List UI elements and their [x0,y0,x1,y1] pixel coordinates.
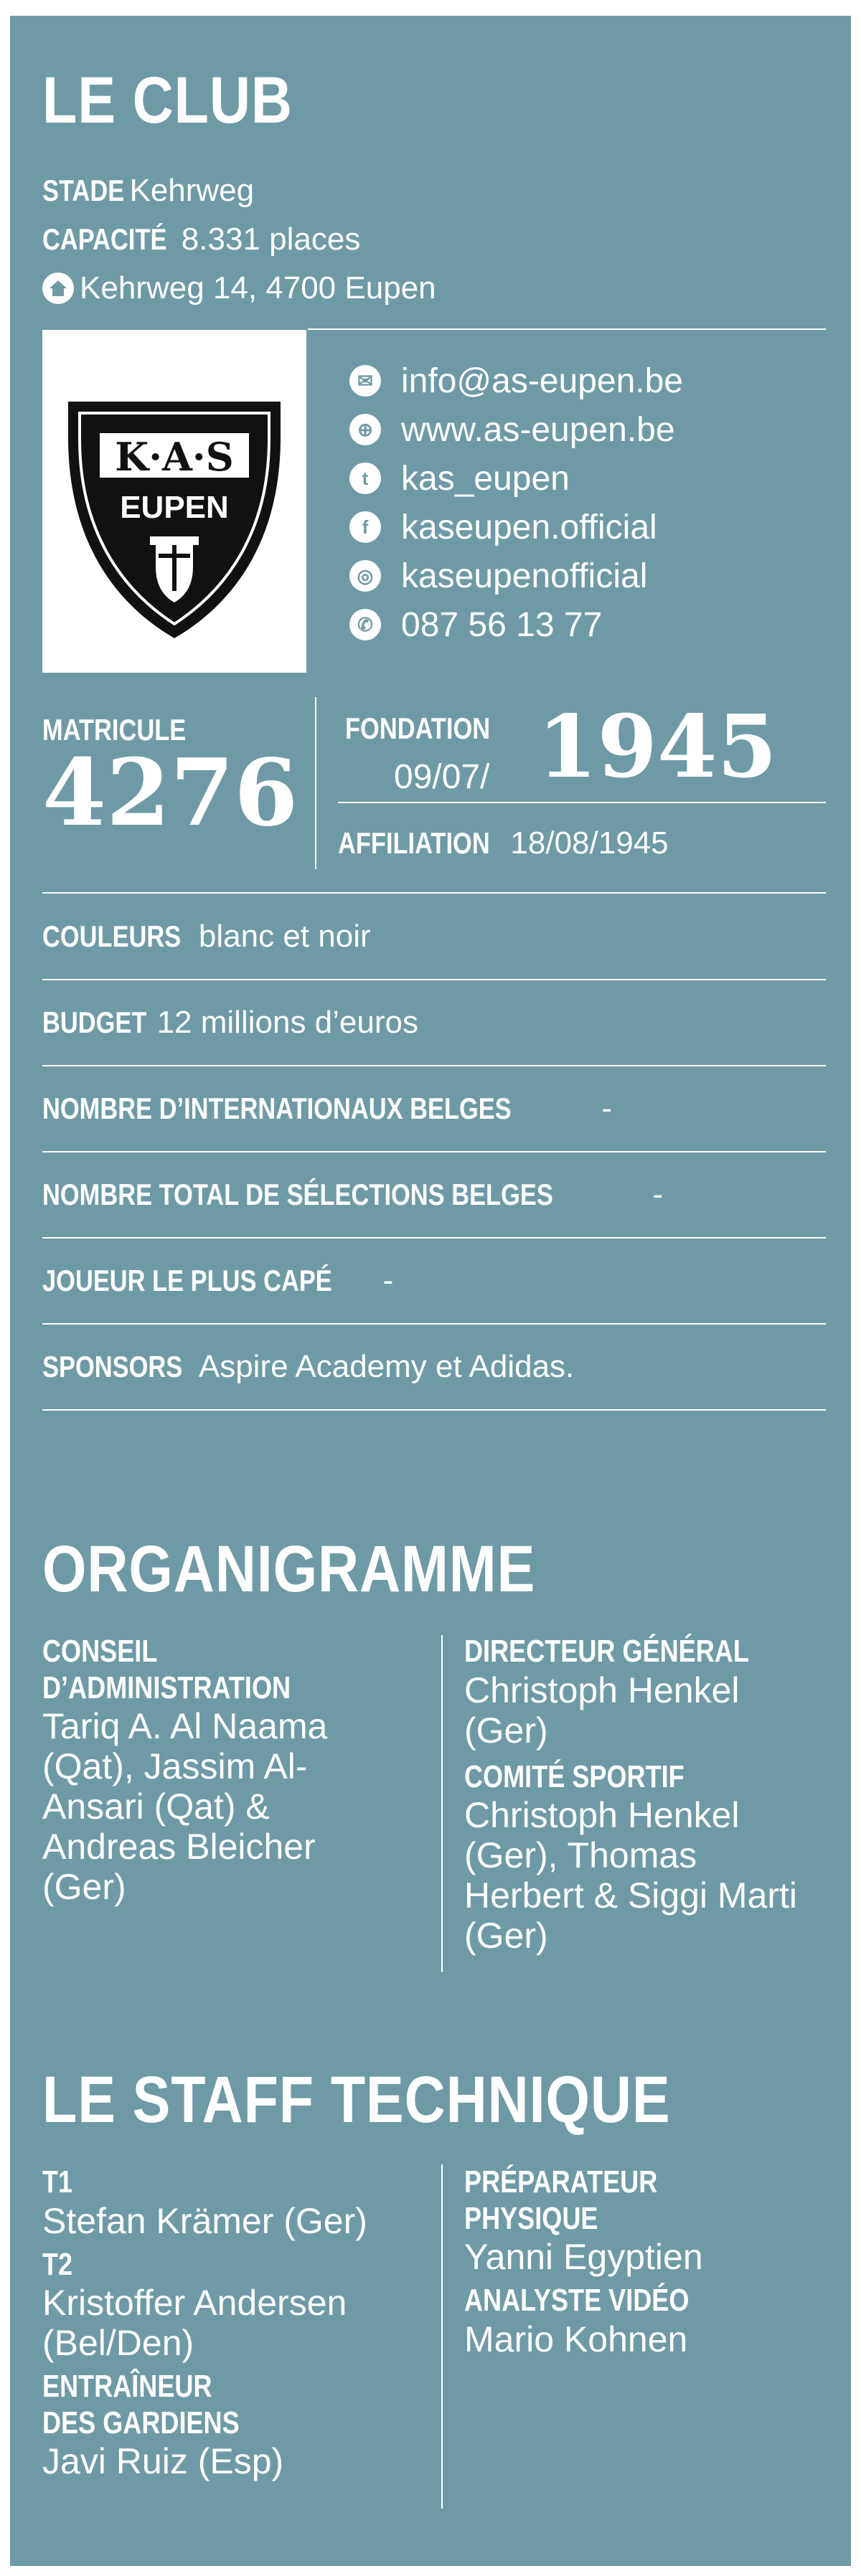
fact-row-selections [42,1179,663,1211]
conseil-label-2: D’ADMINISTRATION [42,1670,291,1705]
divider [42,892,826,894]
divider [338,802,826,803]
prep-text: Yanni Egyptien [464,2237,703,2278]
staff-right-block [464,2164,826,2359]
conseil-label-1: CONSEIL [42,1634,158,1669]
divider [42,979,826,980]
fact-row-internationaux [42,1093,612,1124]
contact-instagram[interactable] [349,551,683,600]
directeur-label: DIRECTEUR GÉNÉRAL [464,1634,749,1669]
contact-twitter-text: kas_eupen [401,459,570,498]
conseil-text-line: Andreas Bleicher [42,1827,316,1867]
phone-icon: ✆ [349,609,381,640]
club-title: LE CLUB [42,64,293,137]
fact-label: NOMBRE TOTAL DE SÉLECTIONS BELGES [42,1178,553,1211]
affiliation-value: 18/08/1945 [510,825,669,861]
facebook-icon: f [349,511,381,543]
kas-eupen-logo [42,330,306,673]
contact-facebook-text: kaseupen.official [401,508,657,546]
t1-label: T1 [42,2164,73,2199]
contact-facebook[interactable] [349,503,683,551]
contact-phone[interactable] [349,600,683,649]
fact-label: SPONSORS [42,1350,183,1383]
stade-label: STADE [42,174,125,207]
club-logo-box [42,330,306,673]
t2-text-line: (Bel/Den) [42,2323,194,2364]
contact-website[interactable] [349,405,683,454]
affiliation-label: AFFILIATION [338,826,490,860]
stade-value: Kehrweg [129,173,255,208]
contact-email[interactable] [349,356,683,405]
address-text: Kehrweg 14, 4700 Eupen [80,270,436,306]
capacite-row [42,224,360,255]
fondation-year: 1945 [537,696,777,797]
divider [42,1151,826,1152]
matricule-label: MATRICULE [42,713,187,747]
fact-label: NOMBRE D’INTERNATIONAUX BELGES [42,1092,512,1125]
divider [42,1065,826,1066]
fact-label: BUDGET [42,1005,147,1039]
comite-text-line: (Ger) [464,1916,548,1956]
directeur-text-line: (Ger) [464,1710,548,1751]
video-label: ANALYSTE VIDÉO [464,2283,690,2319]
matricule-value: 4276 [42,739,298,847]
home-icon [42,273,74,304]
prep-label-2: PHYSIQUE [464,2200,598,2236]
contact-website-text: www.as-eupen.be [401,410,675,449]
conseil-text-line: (Qat), Jassim Al- [42,1746,308,1787]
logo-text-eupen: EUPEN [120,490,229,525]
vertical-divider [441,2164,443,2509]
divider [42,1323,826,1325]
comite-text-line: Christoph Henkel [464,1795,740,1836]
gardiens-text: Javi Ruiz (Esp) [42,2441,284,2482]
email-icon: ✉ [349,365,381,397]
contact-email-text: info@as-eupen.be [401,361,683,400]
directeur-text-line: Christoph Henkel [464,1670,740,1710]
address-row [42,270,436,306]
fondation-date: 09/07/ [394,758,490,796]
divider [42,1409,826,1411]
directeur-block [464,1634,826,1956]
staff-left-block [42,2164,430,2481]
conseil-text-line: (Ger) [42,1867,126,1908]
comite-label: COMITÉ SPORTIF [464,1758,684,1794]
contact-list [349,356,683,649]
globe-icon: ⊕ [349,414,381,445]
contact-instagram-text: kaseupenofficial [401,557,648,595]
conseil-block [42,1634,430,1907]
fact-row-sponsors [42,1351,574,1383]
fact-value: 12 millions d’euros [156,1005,418,1040]
capacite-value: 8.331 places [181,222,361,257]
divider [308,328,826,330]
fact-value: Aspire Academy et Adidas. [198,1349,575,1384]
fact-value: - [601,1091,613,1126]
t2-label: T2 [42,2246,73,2282]
fondation-label: FONDATION [345,711,491,745]
fact-row-budget [42,1007,418,1038]
fact-value: blanc et noir [198,919,371,954]
twitter-icon: t [349,463,381,494]
vertical-divider [441,1635,443,1972]
contact-phone-text: 087 56 13 77 [401,605,603,644]
t1-text: Stefan Krämer (Ger) [42,2200,367,2241]
capacite-label: CAPACITÉ [42,222,167,256]
fact-row-couleurs [42,921,371,952]
gardiens-label-2: DES GARDIENS [42,2405,240,2440]
club-info-panel [10,16,851,2566]
comite-text-line: Herbert & Siggi Marti [464,1875,798,1916]
fact-row-joueur-cape [42,1265,393,1297]
stade-row [42,175,254,207]
conseil-text-line: Ansari (Qat) & [42,1786,270,1827]
organigramme-title: ORGANIGRAMME [42,1533,536,1606]
fact-value: - [652,1177,663,1212]
instagram-icon: ◎ [349,560,381,592]
divider [42,1237,826,1239]
contact-twitter[interactable] [349,454,683,503]
fact-label: JOUEUR LE PLUS CAPÉ [42,1264,332,1297]
prep-label-1: PRÉPARATEUR [464,2164,658,2199]
comite-text-line: (Ger), Thomas [464,1835,697,1876]
conseil-text-line: Tariq A. Al Naama [42,1706,328,1747]
fondation-label-wrap [345,711,522,746]
gardiens-label-1: ENTRAÎNEUR [42,2369,212,2405]
video-text: Mario Kohnen [464,2319,688,2359]
vertical-divider [315,697,316,869]
fact-label: COULEURS [42,919,182,953]
staff-title: LE STAFF TECHNIQUE [42,2063,671,2136]
fact-value: - [382,1263,394,1298]
logo-text-kas: K·A·S [115,434,234,480]
t2-text-line: Kristoffer Andersen [42,2283,347,2324]
affiliation-row [338,825,669,861]
